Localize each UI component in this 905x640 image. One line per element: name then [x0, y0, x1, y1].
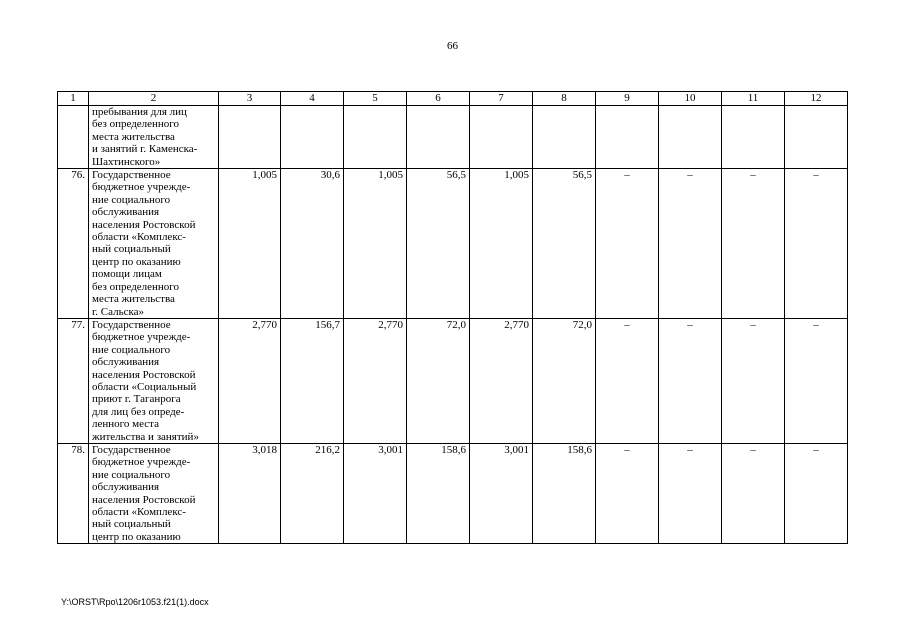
value-cell: [344, 106, 407, 169]
name-line: бюджетное учрежде-: [92, 181, 191, 194]
column-header: 12: [785, 92, 848, 106]
name-line: Государственное: [92, 443, 171, 456]
value-cell: [281, 106, 344, 169]
dash-cell: –: [596, 443, 659, 543]
name-line: населения Ростовской: [92, 218, 196, 231]
dash-cell: –: [785, 318, 848, 443]
dash-cell: –: [659, 443, 722, 543]
name-line: области «Комплекс-: [92, 506, 186, 518]
column-header: 3: [219, 92, 281, 106]
header-row: [58, 92, 848, 106]
dash-cell: –: [659, 318, 722, 443]
name-line: г. Сальска»: [92, 305, 145, 318]
value-cell: 1,005: [344, 169, 407, 319]
dash-cell: –: [659, 169, 722, 319]
name-line: ный социальный: [92, 518, 171, 531]
value-cell: 56,5: [533, 169, 596, 319]
table-row: [58, 169, 848, 319]
column-header: 10: [659, 92, 722, 106]
column-header: 4: [281, 92, 344, 106]
name-line: без определенного: [92, 118, 180, 131]
name-line: населения Ростовской: [92, 368, 196, 381]
name-line: места жительства: [92, 293, 175, 306]
value-cell: 158,6: [407, 443, 470, 543]
value-cell: 3,001: [344, 443, 407, 543]
name-line: населения Ростовской: [92, 493, 196, 506]
name-line: обслуживания: [92, 356, 160, 369]
row-number: [58, 106, 89, 169]
value-cell: 72,0: [533, 318, 596, 443]
name-line: для лиц без опреде-: [92, 405, 185, 418]
row-number: 76.: [58, 169, 89, 319]
dash-cell: –: [596, 169, 659, 319]
name-line: центр по оказанию: [92, 255, 181, 268]
name-line: центр по оказанию: [92, 530, 181, 543]
value-cell: 158,6: [533, 443, 596, 543]
value-cell: 2,770: [344, 318, 407, 443]
value-cell: [470, 106, 533, 169]
name-line: приют г. Таганрога: [92, 393, 181, 406]
dash-cell: –: [722, 443, 785, 543]
dash-cell: –: [596, 318, 659, 443]
value-cell: 3,018: [219, 443, 281, 543]
dash-cell: [785, 106, 848, 169]
column-header: 5: [344, 92, 407, 106]
name-line: Государственное: [92, 169, 171, 182]
value-cell: [533, 106, 596, 169]
value-cell: 3,001: [470, 443, 533, 543]
name-line: и занятий г. Каменска-: [92, 143, 198, 156]
value-cell: 56,5: [407, 169, 470, 319]
column-header: 7: [470, 92, 533, 106]
column-header: 2: [89, 92, 219, 106]
value-cell: 2,770: [219, 318, 281, 443]
institution-name: [89, 443, 219, 543]
table-row: [58, 443, 848, 543]
value-cell: 72,0: [407, 318, 470, 443]
value-cell: 1,005: [219, 169, 281, 319]
column-header: 9: [596, 92, 659, 106]
file-path-footer: Y:\ORST\Rpo\1206r1053.f21(1).docx: [61, 597, 209, 607]
value-cell: 216,2: [281, 443, 344, 543]
institution-name: [89, 318, 219, 443]
table-row: [58, 318, 848, 443]
name-line: области «Комплекс-: [92, 231, 186, 244]
name-line: помощи лицам: [92, 268, 162, 281]
data-table: [57, 91, 848, 544]
name-line: пребывания для лиц: [92, 106, 187, 118]
value-cell: 2,770: [470, 318, 533, 443]
name-line: ленного места: [92, 418, 159, 431]
dash-cell: [596, 106, 659, 169]
column-header: 1: [58, 92, 89, 106]
name-line: бюджетное учрежде-: [92, 331, 191, 344]
column-header: 8: [533, 92, 596, 106]
column-header: 6: [407, 92, 470, 106]
row-number: 78.: [58, 443, 89, 543]
dash-cell: –: [785, 169, 848, 319]
column-header: 11: [722, 92, 785, 106]
name-line: ние социального: [92, 193, 171, 206]
name-line: места жительства: [92, 130, 175, 143]
name-line: без определенного: [92, 280, 180, 293]
name-line: Шахтинского»: [92, 155, 161, 168]
value-cell: 30,6: [281, 169, 344, 319]
name-line: жительства и занятий»: [92, 430, 199, 443]
name-line: ние социального: [92, 343, 171, 356]
value-cell: 1,005: [470, 169, 533, 319]
page-number: 66: [447, 40, 458, 52]
table-row: [58, 106, 848, 169]
name-line: ние социального: [92, 468, 171, 481]
value-cell: [219, 106, 281, 169]
dash-cell: –: [722, 318, 785, 443]
dash-cell: –: [722, 169, 785, 319]
dash-cell: [722, 106, 785, 169]
institution-name: [89, 106, 219, 169]
dash-cell: –: [785, 443, 848, 543]
value-cell: 156,7: [281, 318, 344, 443]
name-line: ный социальный: [92, 243, 171, 256]
institution-name: [89, 169, 219, 319]
name-line: бюджетное учрежде-: [92, 456, 191, 469]
dash-cell: [659, 106, 722, 169]
row-number: 77.: [58, 318, 89, 443]
name-line: обслуживания: [92, 481, 160, 494]
name-line: обслуживания: [92, 206, 160, 219]
name-line: области «Социальный: [92, 380, 197, 393]
value-cell: [407, 106, 470, 169]
name-line: Государственное: [92, 318, 171, 331]
